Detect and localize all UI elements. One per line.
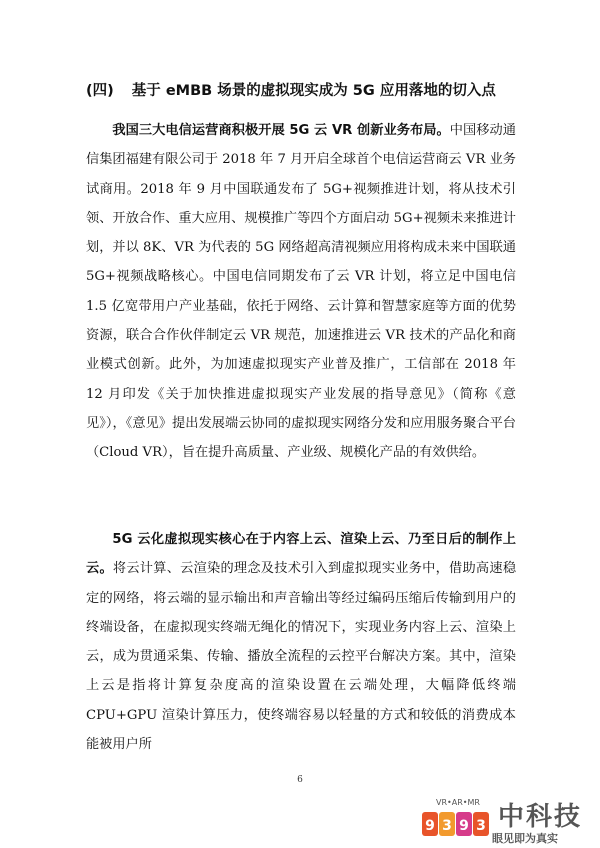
paragraph-1 bbox=[86, 116, 516, 468]
section-title: 基于 eMBB 场景的虚拟现实成为 5G 应用落地的切入点 bbox=[131, 83, 496, 99]
svg-text:9: 9 bbox=[425, 818, 435, 834]
paragraph-1-lead: 我国三大电信运营商积极开展 5G 云 VR 创新业务布局。 bbox=[112, 123, 450, 138]
watermark-brand: 中科技 bbox=[498, 802, 583, 832]
page-number: 6 bbox=[297, 775, 303, 785]
svg-text:3: 3 bbox=[442, 818, 452, 834]
paragraph-1-body: 中国移动通信集团福建有限公司于 2018 年 7 月开启全球首个电信运营商云 VR 业务试商用。2018 年 9 月中国联通发布了 5G+视频推进计划，将从技术引领、开放合作、重大应用、规模推广等四个方面启动 5G+视频未来推进计划，并以 8K、VR 为代表的 5G 网络超高清视频应用将构成未来中国联通 5G+视频战略核心。中国电信同期发布了云 VR 计划，将立足中国电信 1.5 亿宽带用户产业基础，依托于网络、云计算和智慧家庭等方面的优势资源，联合合作伙伴制定云 VR 规范，加速推进云 VR 技术的产品化和商业模式创新。此外，为加速虚拟现实产业普及推广，工信部在 2018 年 12 月印发《关于加快推进虚拟现实产业发展的指导意见》（简称《意见》），《意见》提出发展端云协同的虚拟现实网络分发和应用服务聚合平台（Cloud VR），旨在提升高质量、产业级、规模化产品的有效供给。 bbox=[86, 123, 516, 461]
watermark bbox=[420, 796, 600, 848]
watermark-logo-icon bbox=[422, 806, 492, 840]
section-number: (四) bbox=[86, 83, 114, 99]
svg-text:3: 3 bbox=[476, 818, 486, 834]
paragraph-2 bbox=[86, 525, 516, 759]
svg-text:9: 9 bbox=[459, 818, 469, 834]
paragraph-2-lead: 5G 云化虚拟现实核心在于内容上云、渲染上云、乃至日后的制作上云。 bbox=[86, 532, 516, 577]
watermark-logo-graphic bbox=[422, 806, 492, 840]
watermark-tag: VR•AR•MR bbox=[436, 798, 480, 807]
paragraph-2-body: 将云计算、云渲染的理念及技术引入到虚拟现实业务中，借助高速稳定的网络，将云端的显示输出和声音输出等经过编码压缩后传输到用户的终端设备，在虚拟现实终端无绳化的情况下，实现业务内容上云、渲染上云，成为贯通采集、传输、播放全流程的云控平台解决方案。其中，渲染上云是指将计算复杂度高的渲染设置在云端处理，大幅降低终端 CPU+GPU 渲染计算压力，使终端容易以轻量的方式和较低的消费成本能被用户所 bbox=[86, 561, 517, 753]
watermark-slogan: 眼见即为真实 bbox=[492, 832, 558, 845]
section-heading bbox=[86, 79, 526, 100]
